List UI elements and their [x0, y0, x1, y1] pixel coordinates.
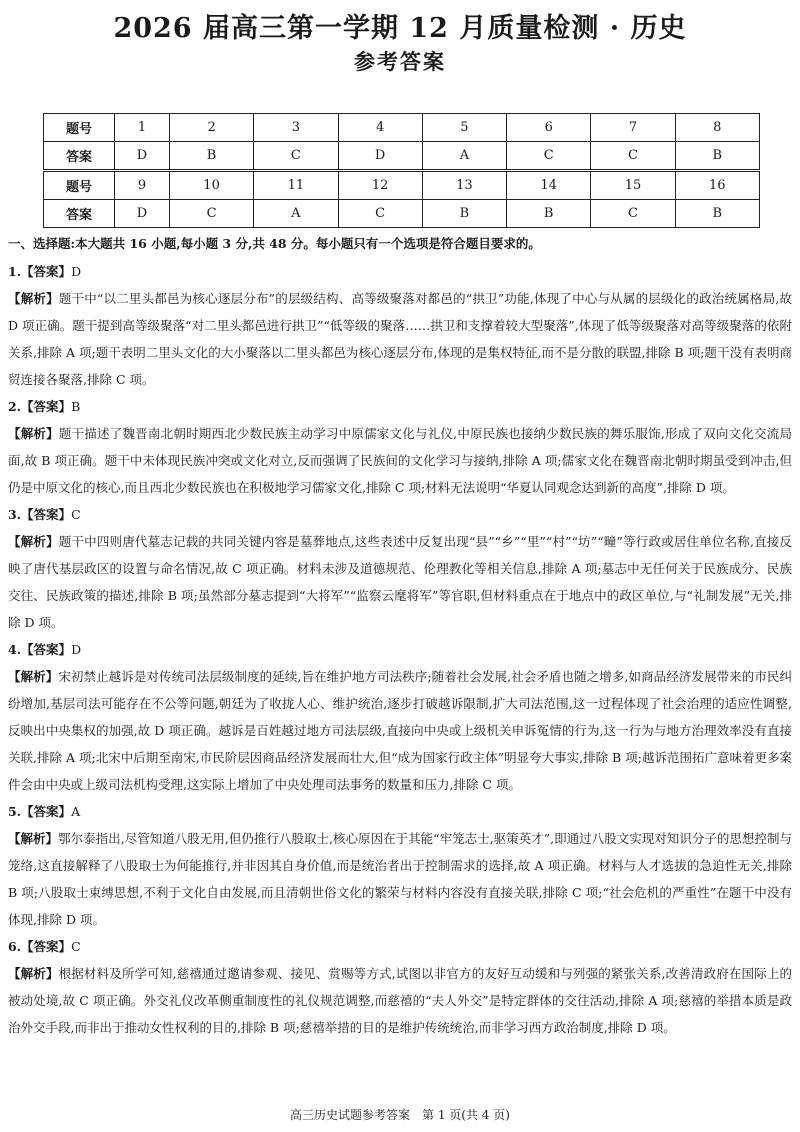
question-number: 6 — [507, 114, 591, 142]
question-number: 1 — [115, 114, 170, 142]
question-number: 15 — [591, 171, 675, 200]
answer-letter: A — [71, 804, 81, 819]
answer-cell: B — [675, 142, 759, 171]
answer-letter: C — [71, 507, 81, 522]
section-heading: 一、选择题:本大题共 16 小题,每小题 3 分,共 48 分。每小题只有一个选项是符合题目要求的。 — [8, 236, 541, 251]
answer-letter: C — [71, 939, 81, 954]
question-number: 16 — [675, 171, 759, 200]
answer-label: 6.【答案】 — [8, 939, 72, 954]
analysis-paragraph — [8, 285, 792, 393]
answer-line — [8, 393, 792, 420]
question-number: 11 — [254, 171, 338, 200]
answer-cell: D — [115, 200, 170, 228]
answer-letter: B — [71, 399, 81, 414]
answer-line — [8, 933, 792, 960]
answer-letter: D — [71, 264, 82, 279]
analysis-paragraph — [8, 663, 792, 798]
answer-line — [8, 798, 792, 825]
answer-table — [43, 113, 760, 228]
answer-explanations — [8, 258, 792, 1041]
question-number: 10 — [169, 171, 253, 200]
page-subtitle: 参考答案 — [354, 49, 446, 74]
question-number: 13 — [422, 171, 506, 200]
question-number: 4 — [338, 114, 422, 142]
answer-cell: D — [115, 142, 170, 171]
analysis-text: 根据材料及所学可知,慈禧通过邀请参观、接见、赏赐等方式,试图以非官方的友好互动缓和与列强的紧张关系,改善清政府在国际上的被动处境,故 C 项正确。外交礼仪改革侧重制度性的礼仪规范调整,而慈禧的“夫人外交”是特定群体的交往活动,排除 A 项;慈禧的举措本质是政治外交手段,而非出于推动女性权利的目的,排除 B 项;慈禧举措的目的是维护传统统治,而非学习西方政治制度,排除 D 项。 — [8, 966, 792, 1035]
analysis-text: 题干描述了魏晋南北朝时期西北少数民族主动学习中原儒家文化与礼仪,中原民族也接纳少数民族的舞乐服饰,形成了双向文化交流局面,故 B 项正确。题干中未体现民族冲突或文化对立,反而强调了民族间的文化学习与接纳,排除 A 项;儒家文化在魏晋南北朝时期虽受到冲击,但仍是中原文化的核心,而且西北少数民族也在积极地学习儒家文化,排除 C 项;材料无法说明“华夏认同观念达到新的高度”,排除 D 项。 — [8, 426, 792, 495]
answer-cell: D — [338, 142, 422, 171]
answer-cell: C — [507, 142, 591, 171]
analysis-text: 鄂尔泰指出,尽管知道八股无用,但仍推行八股取士,核心原因在于其能“牢笼志士,驱策英才”,即通过八股文实现对知识分子的思想控制与笼络,这直接解释了八股取士为何能推行,并非因其自身价值,而是统治者出于控制需求的选择,故 A 项正确。材料与人才选拔的急迫性无关,排除 B 项;八股取士束缚思想,不利于文化自由发展,而且清朝世俗文化的繁荣与材料内容没有直接关联,排除 C 项;“社会危机的严重性”在题干中没有体现,排除 D 项。 — [8, 831, 792, 927]
question-number: 3 — [254, 114, 338, 142]
answer-cell: B — [169, 142, 253, 171]
question-number: 7 — [591, 114, 675, 142]
analysis-tag: 【解析】 — [8, 966, 59, 981]
answer-cell: C — [591, 200, 675, 228]
row-label-number: 题号 — [44, 171, 115, 200]
answer-cell: A — [422, 142, 506, 171]
answer-cell: C — [254, 142, 338, 171]
question-number: 14 — [507, 171, 591, 200]
answer-cell: B — [507, 200, 591, 228]
answer-cell: C — [591, 142, 675, 171]
analysis-tag: 【解析】 — [8, 669, 59, 684]
row-label-answer: 答案 — [44, 142, 115, 171]
question-number: 2 — [169, 114, 253, 142]
analysis-text: 题干中四则唐代墓志记载的共同关键内容是墓葬地点,这些表述中反复出现“县”“乡”“里”“村”“坊”“疃”等行政或居住单位名称,直接反映了唐代基层政区的设置与命名情况,故 C 项正确。材料未涉及道德规范、伦理教化等相关信息,排除 A 项;墓志中无任何关于民族成分、民族交往、民族政策的描述,排除 B 项;虽然部分墓志提到“大将军”“监察云麾将军”等官职,但材料重点在于地点中的政区单位,与“礼制发展”无关,排除 D 项。 — [8, 534, 792, 630]
analysis-paragraph — [8, 825, 792, 933]
answer-line — [8, 636, 792, 663]
row-label-answer: 答案 — [44, 200, 115, 228]
answer-label: 1.【答案】 — [8, 264, 72, 279]
question-number: 12 — [338, 171, 422, 200]
answer-label: 2.【答案】 — [8, 399, 72, 414]
question-number: 9 — [115, 171, 170, 200]
answer-letter: D — [71, 642, 82, 657]
analysis-text: 题干中“以二里头都邑为核心逐层分布”的层级结构、高等级聚落对都邑的“拱卫”功能,体现了中心与从属的层级化的政治统属格局,故 D 项正确。题干提到高等级聚落“对二里头都邑进行拱卫”“低等级的聚落……拱卫和支撑着较大型聚落”,体现了低等级聚落对高等级聚落的依附关系,排除 A 项;题干表明二里头文化的大小聚落以二里头都邑为核心逐层分布,体现的是集权特征,而不是分散的联盟,排除 B 项;题干没有表明商贸连接各聚落,排除 C 项。 — [8, 291, 792, 387]
answer-cell: C — [169, 200, 253, 228]
table-row — [44, 171, 760, 200]
answer-line — [8, 258, 792, 285]
answer-label: 3.【答案】 — [8, 507, 72, 522]
answer-cell: B — [422, 200, 506, 228]
answer-cell: A — [254, 200, 338, 228]
question-number: 5 — [422, 114, 506, 142]
analysis-paragraph — [8, 420, 792, 501]
table-row — [44, 114, 760, 142]
answer-label: 4.【答案】 — [8, 642, 72, 657]
analysis-tag: 【解析】 — [8, 534, 59, 549]
analysis-tag: 【解析】 — [8, 831, 59, 846]
answer-label: 5.【答案】 — [8, 804, 72, 819]
answer-line — [8, 501, 792, 528]
table-row — [44, 200, 760, 228]
table-row — [44, 142, 760, 171]
analysis-paragraph — [8, 528, 792, 636]
row-label-number: 题号 — [44, 114, 115, 142]
analysis-tag: 【解析】 — [8, 426, 59, 441]
page-footer: 高三历史试题参考答案 第 1 页(共 4 页) — [290, 1108, 510, 1122]
analysis-tag: 【解析】 — [8, 291, 59, 306]
page-title: 2026 届高三第一学期 12 月质量检测 · 历史 — [113, 13, 687, 44]
analysis-text: 宋初禁止越诉是对传统司法层级制度的延续,旨在维护地方司法秩序;随着社会发展,社会矛盾也随之增多,如商品经济发展带来的市民纠纷增加,基层司法可能存在不公等问题,朝廷为了收拢人心、维护统治,逐步打破越诉限制,扩大司法范围,这一过程体现了社会治理的适应性调整,反映出中央集权的加强,故 D 项正确。越诉是百姓越过地方司法层级,直接向中央或上级机关申诉冤情的行为,这一行为与地方治理效率没有直接关联,排除 A 项;北宋中后期至南宋,市民阶层因商品经济发展而壮大,但“成为国家行政主体”明显夸大事实,排除 B 项;越诉范围拓广意味着更多案件会由中央或上级司法机构受理,这实际上增加了中央处理司法事务的数量和压力,排除 C 项。 — [8, 669, 792, 792]
question-number: 8 — [675, 114, 759, 142]
answer-cell: B — [675, 200, 759, 228]
answer-cell: C — [338, 200, 422, 228]
analysis-paragraph — [8, 960, 792, 1041]
